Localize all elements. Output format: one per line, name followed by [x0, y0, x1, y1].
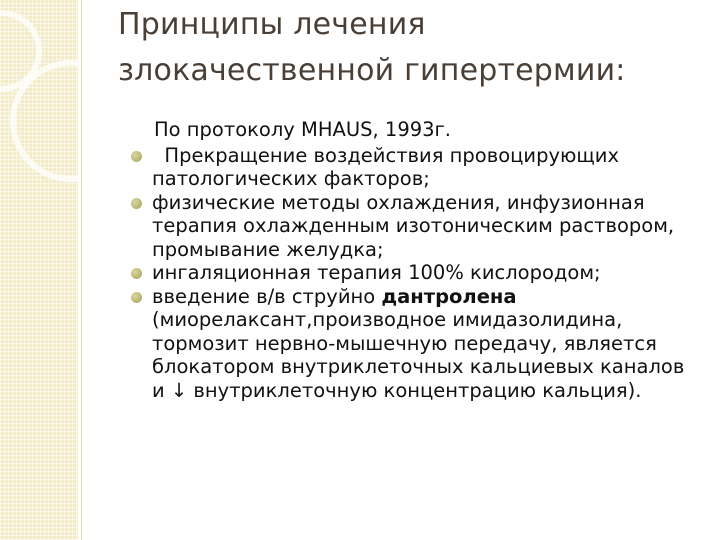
drug-name: дантролена: [381, 284, 517, 308]
list-item-text-suffix: (миорелаксант,производное имидазолидина, тормозит нервно-мышечную передачу, является блокатором внутриклеточных кальциевых каналов и ↓ внутриклеточную концентрацию кальция).: [152, 308, 685, 402]
list-item-text-prefix: введение в/в струйно: [152, 284, 382, 308]
list-item-text: Прекращение воздействия провоцирующих патологических факторов;: [152, 143, 626, 190]
list-item: [130, 144, 700, 191]
list-item: [130, 285, 700, 403]
list-item: [130, 191, 700, 262]
decorative-side-panel: [0, 0, 78, 540]
slide-body: [130, 118, 700, 402]
bullet-list: [130, 144, 700, 403]
list-item-text: ингаляционная терапия 100% кислородом;: [152, 261, 601, 284]
title-line-2: злокачественной гипертермии:: [118, 53, 626, 88]
slide-title: [118, 2, 698, 94]
list-item: [130, 261, 700, 285]
list-item-text: физические методы охлаждения, инфузионная терапия охлажденным изотоническим раствором, промывание желудка;: [152, 190, 675, 261]
lead-line: По протоколу MHAUS, 1993г.: [154, 118, 451, 141]
side-divider: [78, 0, 81, 540]
title-line-1: Принципы лечения: [118, 7, 426, 42]
bullet-icon: [131, 268, 142, 279]
bullet-icon: [131, 198, 142, 209]
bullet-icon: [131, 151, 142, 162]
bullet-icon: [131, 292, 142, 303]
